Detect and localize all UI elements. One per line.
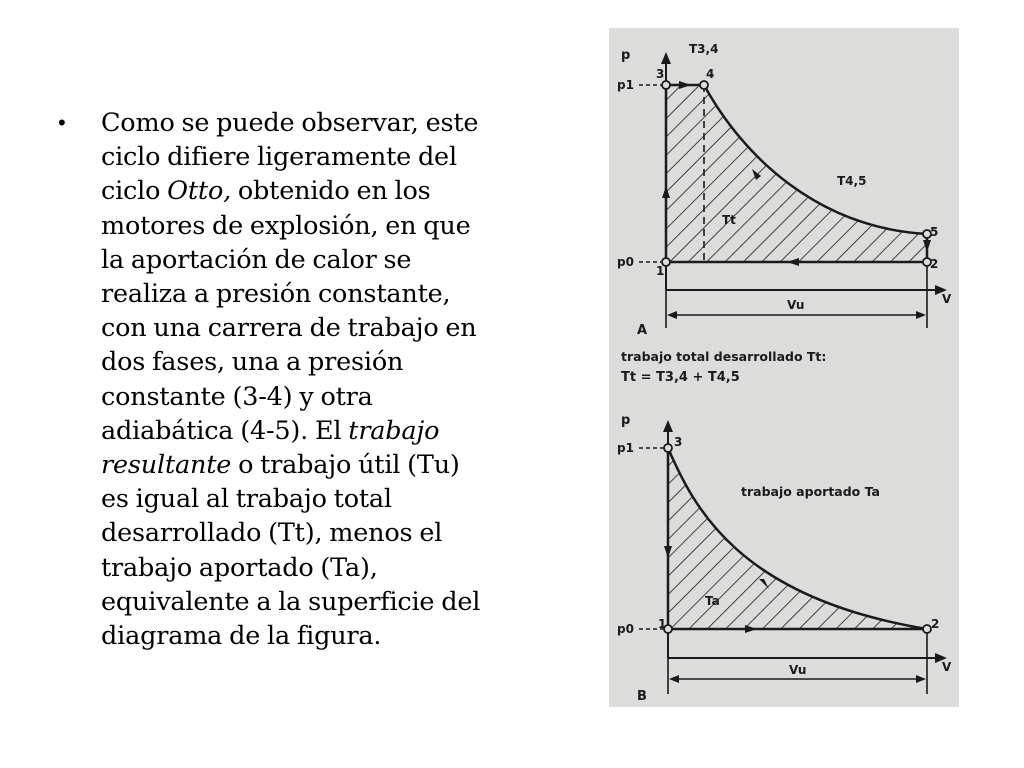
- panel-label-a: A: [637, 323, 648, 338]
- pv-diagram-svg: [609, 28, 959, 707]
- v-axis-label-a: V: [942, 292, 952, 306]
- point-1-label-b: 1: [658, 617, 667, 631]
- p1-label-a: p1: [617, 78, 634, 92]
- ta-label-b: Ta: [705, 594, 720, 608]
- vu-arrow-left-a: [667, 311, 677, 319]
- text-segment: Como se puede observar, este ciclo difiere ligeramente del ciclo: [101, 108, 479, 207]
- p1-label-b: p1: [617, 441, 634, 455]
- p0-label-b: p0: [617, 622, 634, 636]
- point-3-label-a: 3: [656, 67, 665, 81]
- vu-label-a: Vu: [787, 298, 805, 312]
- diagram-b: [617, 413, 952, 704]
- v-axis-label-b: V: [942, 660, 952, 674]
- point-4-label-a: 4: [706, 67, 715, 81]
- p-axis-label-a: p: [621, 48, 631, 63]
- bullet-marker: •: [58, 110, 66, 135]
- point-1-label-a: 1: [656, 264, 665, 278]
- point-2-b: [923, 625, 931, 633]
- text-segment-italic: trabajo resultante: [101, 415, 440, 481]
- tt-label-a: Tt: [722, 213, 736, 227]
- caption-a-line2: Tt = T3,4 + T4,5: [621, 370, 740, 385]
- point-3-label-b: 3: [674, 435, 683, 449]
- text-segment-italic: Otto,: [167, 176, 231, 207]
- vu-arrow-right-b: [916, 675, 926, 683]
- work-area-a: [666, 85, 927, 262]
- point-5-label-a: 5: [930, 225, 939, 239]
- point-4-a: [700, 81, 708, 89]
- text-segment: o trabajo útil (Tu) es igual al trabajo total desarrollado (Tt), menos el trabajo aportado (Ta), equivalente a la superficie del diagrama de la figura.: [101, 450, 481, 652]
- diagram-a: [617, 42, 952, 385]
- point-2-label-a: 2: [930, 257, 939, 271]
- p-axis-arrow-a: [661, 52, 671, 64]
- text-segment: obtenido en los motores de explosión, en que la aportación de calor se realiza a presión constante, con una carrera de trabajo en dos fases, una a presión constante (3-4) y otra adiabática (4-5). El: [101, 176, 477, 446]
- vu-label-b: Vu: [789, 663, 807, 677]
- p-axis-label-b: p: [621, 413, 631, 428]
- point-3-a: [662, 81, 670, 89]
- caption-b: trabajo aportado Ta: [741, 484, 880, 499]
- p0-label-a: p0: [617, 255, 634, 269]
- bullet-text: [101, 106, 490, 653]
- t34-label-a: T3,4: [689, 42, 719, 56]
- vu-arrow-right-a: [916, 311, 926, 319]
- vu-arrow-left-b: [669, 675, 679, 683]
- caption-a-line1: trabajo total desarrollado Tt:: [621, 349, 827, 364]
- t45-label-a: T4,5: [837, 174, 867, 188]
- point-2-label-b: 2: [931, 617, 940, 631]
- bullet-item: [58, 106, 490, 653]
- point-3-b: [664, 444, 672, 452]
- panel-label-b: B: [637, 689, 647, 704]
- p-axis-arrow-b: [663, 420, 673, 432]
- pv-diagram-figure: [609, 28, 959, 707]
